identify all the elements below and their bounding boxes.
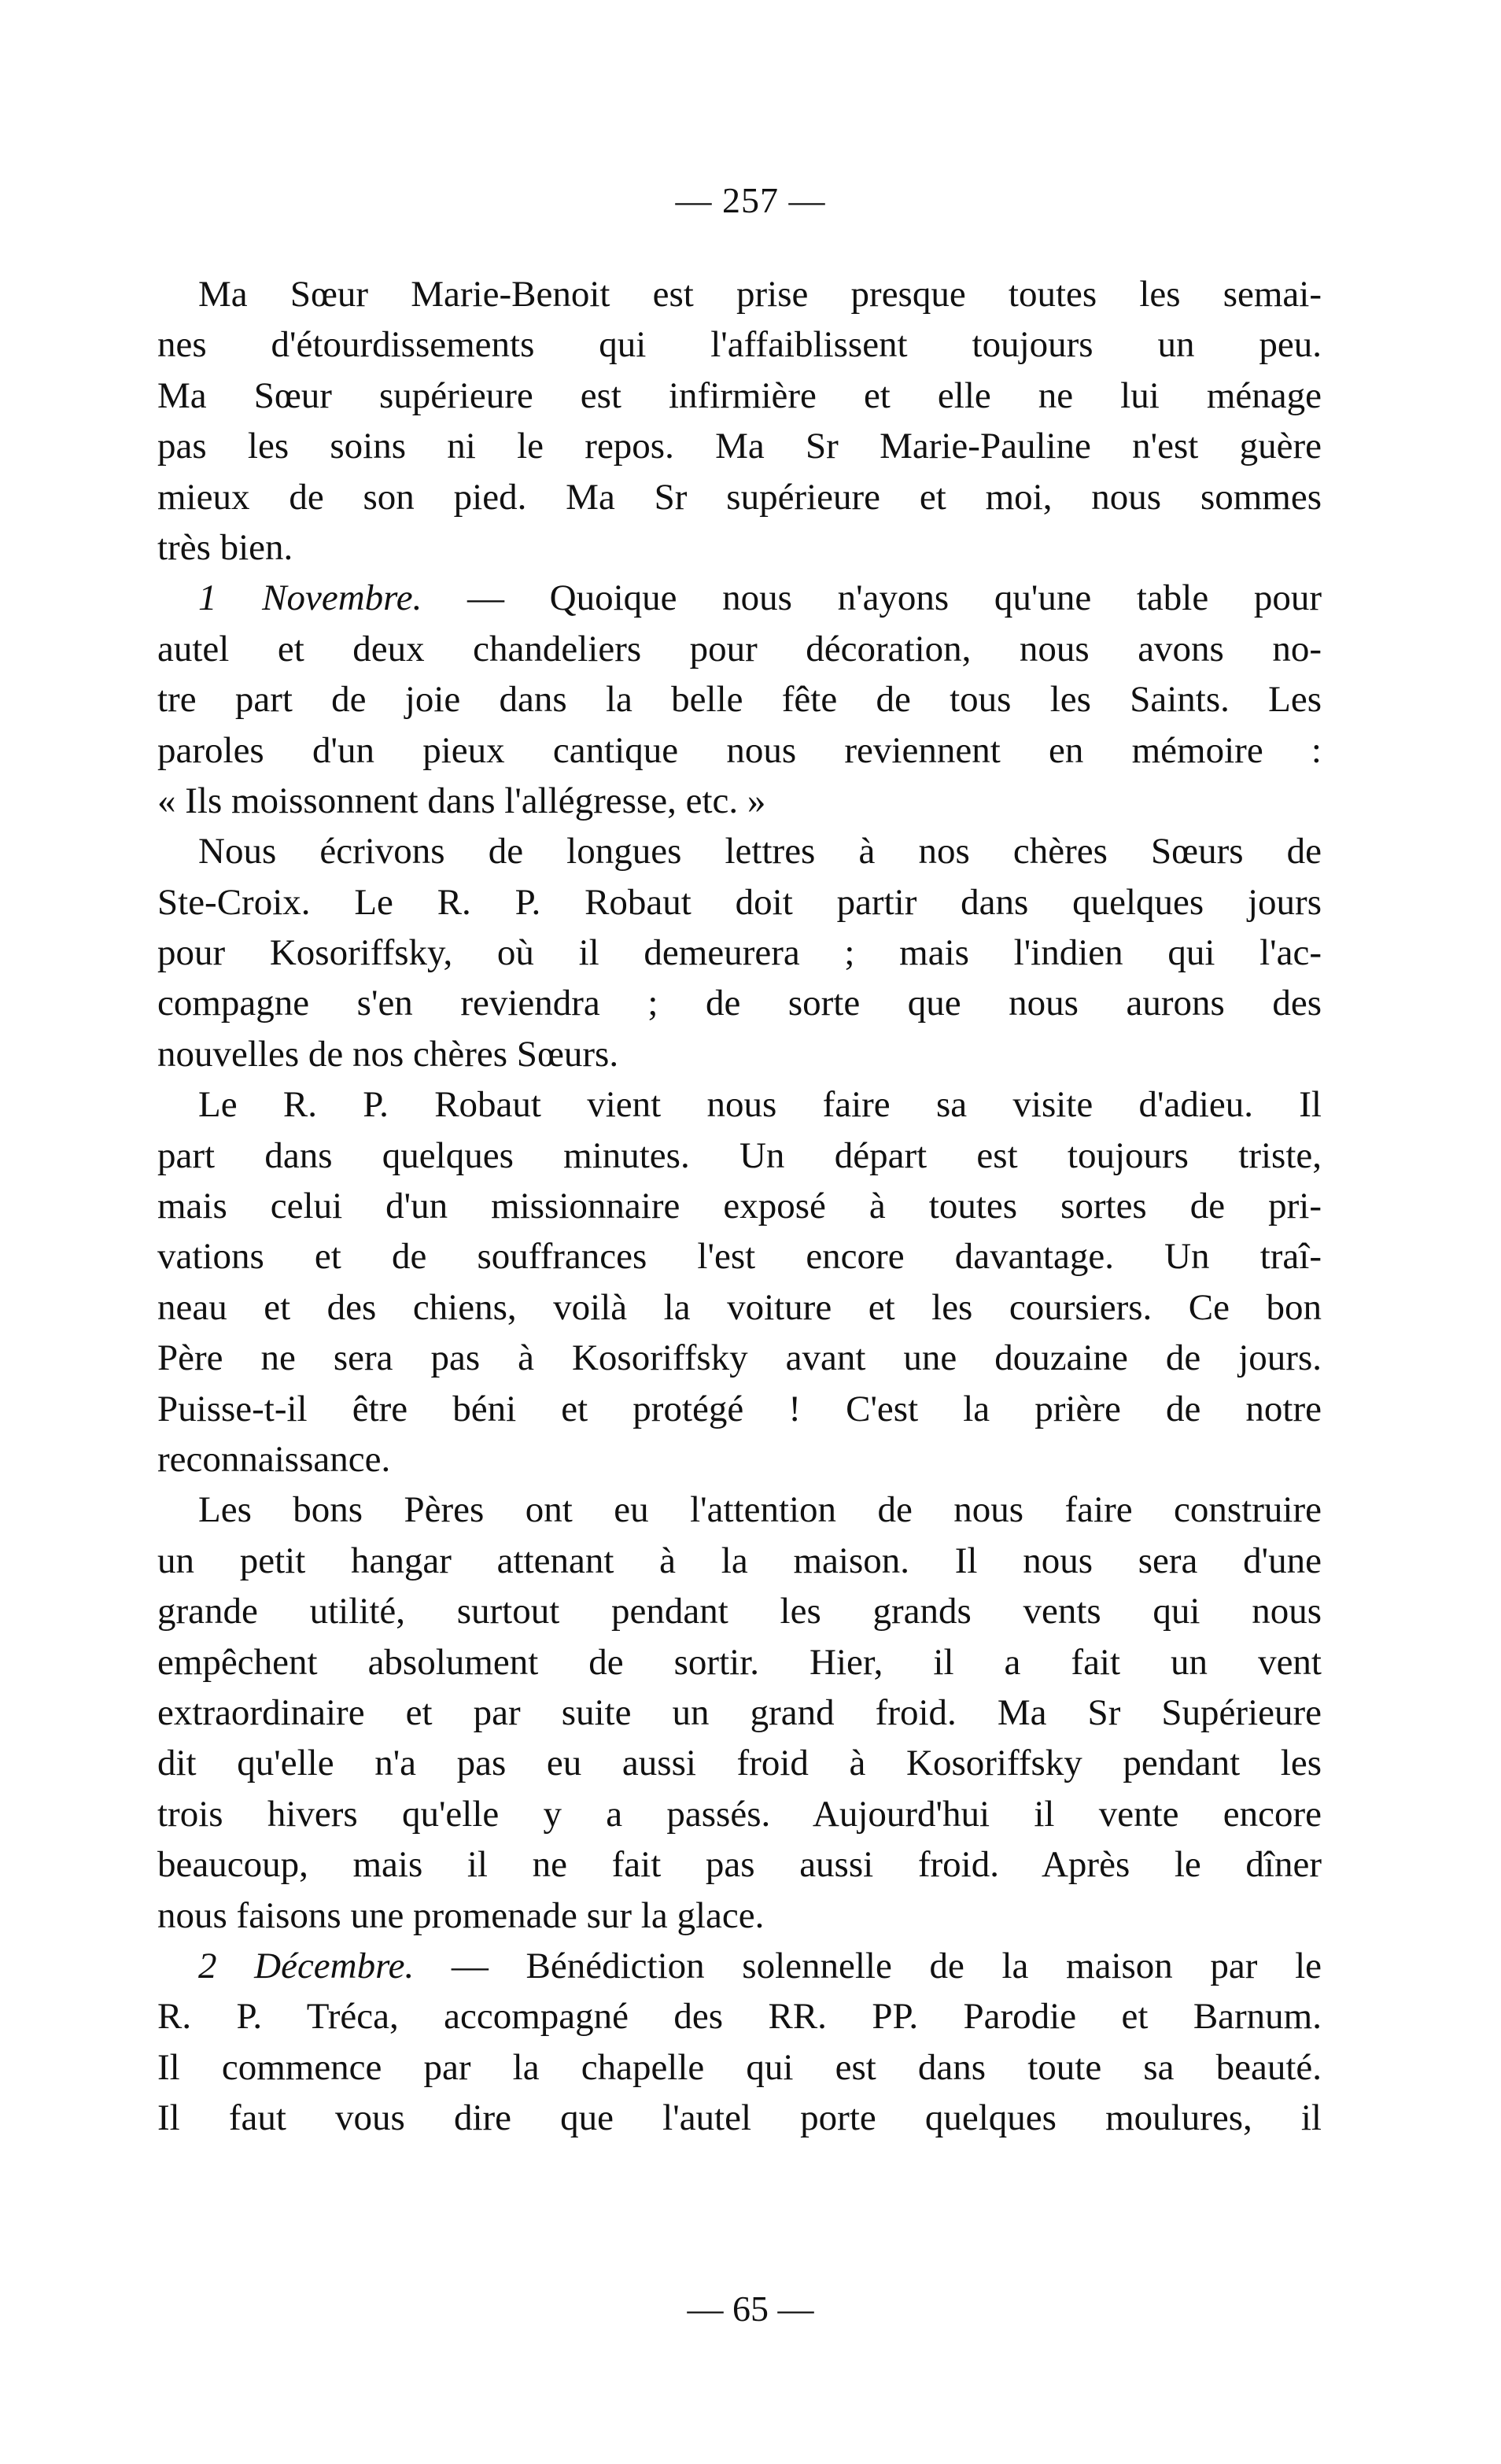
text-line: reconnaissance. bbox=[157, 1438, 391, 1480]
entry-text: — Bénédiction solennelle de la maison par le bbox=[414, 1945, 1322, 1986]
text-line bbox=[157, 1941, 1322, 1991]
text-line: empêchent absolument de sortir. Hier, il a fait un vent bbox=[157, 1641, 1322, 1683]
text-line: Le R. P. Robaut vient nous faire sa visite d'adieu. Il bbox=[198, 1084, 1322, 1126]
page-number: — 257 — bbox=[675, 180, 826, 220]
text-line: Il commence par la chapelle qui est dans toute sa beauté. bbox=[157, 2046, 1322, 2088]
text-line: part dans quelques minutes. Un départ est toujours triste, bbox=[157, 1134, 1322, 1176]
text-line: autel et deux chandeliers pour décoration, nous avons no- bbox=[157, 628, 1322, 669]
text-line: Ste-Croix. Le R. P. Robaut doit partir dans quelques jours bbox=[157, 881, 1322, 923]
text-line bbox=[157, 573, 1322, 623]
text-line: Puisse-t-il être béni et protégé ! C'est la prière de notre bbox=[157, 1388, 1322, 1429]
text-line: grande utilité, surtout pendant les grands vents qui nous bbox=[157, 1591, 1322, 1632]
text-line: nous faisons une promenade sur la glace. bbox=[157, 1894, 765, 1936]
text-line: vations et de souffrances l'est encore davantage. Un traî- bbox=[157, 1236, 1322, 1278]
text-line: compagne s'en reviendra ; de sorte que nous aurons des bbox=[157, 983, 1322, 1024]
text-line: Ma Sœur supérieure est infirmière et elle ne lui ménage bbox=[157, 374, 1322, 416]
text-line: paroles d'un pieux cantique nous reviennent en mémoire : bbox=[157, 729, 1322, 771]
text-line: dit qu'elle n'a pas eu aussi froid à Kosoriffsky pendant les bbox=[157, 1743, 1322, 1784]
text-line: « Ils moissonnent dans l'allégresse, etc. » bbox=[157, 780, 766, 821]
text-line: R. P. Tréca, accompagné des RR. PP. Parodie et Barnum. bbox=[157, 1996, 1322, 2038]
text-line: très bien. bbox=[157, 526, 293, 568]
text-line: pas les soins ni le repos. Ma Sr Marie-Pauline n'est guère bbox=[157, 426, 1322, 467]
text-line: nouvelles de nos chères Sœurs. bbox=[157, 1033, 619, 1075]
text-line: Il faut vous dire que l'autel porte quelques moulures, il bbox=[157, 2097, 1322, 2139]
entry-text: — Quoique nous n'ayons qu'une table pour bbox=[422, 577, 1322, 619]
text-line: nes d'étourdissements qui l'affaiblissent toujours un peu. bbox=[157, 324, 1322, 366]
signature-mark: — 65 — bbox=[687, 2289, 814, 2329]
text-line: extraordinaire et par suite un grand froid. Ma Sr Supérieure bbox=[157, 1691, 1322, 1733]
text-line: trois hivers qu'elle y a passés. Aujourd'hui il vente encore bbox=[157, 1793, 1322, 1835]
text-line: un petit hangar attenant à la maison. Il nous sera d'une bbox=[157, 1540, 1322, 1581]
body-text bbox=[157, 269, 1322, 2143]
text-line: Ma Sœur Marie-Benoit est prise presque toutes les semai- bbox=[198, 274, 1322, 315]
text-line: mieux de son pied. Ma Sr supérieure et moi, nous sommes bbox=[157, 476, 1322, 518]
text-line: Père ne sera pas à Kosoriffsky avant une douzaine de jours. bbox=[157, 1337, 1322, 1379]
entry-date: 1 Novembre. bbox=[198, 577, 422, 619]
text-line: mais celui d'un missionnaire exposé à toutes sortes de pri- bbox=[157, 1186, 1322, 1227]
text-line: tre part de joie dans la belle fête de tous les Saints. Les bbox=[157, 679, 1322, 721]
text-line: Les bons Pères ont eu l'attention de nous faire construire bbox=[198, 1489, 1322, 1531]
text-line: neau et des chiens, voilà la voiture et les coursiers. Ce bon bbox=[157, 1286, 1322, 1328]
text-line: pour Kosoriffsky, où il demeurera ; mais l'indien qui l'ac- bbox=[157, 932, 1322, 974]
text-line: beaucoup, mais il ne fait pas aussi froid. Après le dîner bbox=[157, 1844, 1322, 1886]
text-line: Nous écrivons de longues lettres à nos chères Sœurs de bbox=[198, 831, 1322, 872]
entry-date: 2 Décembre. bbox=[198, 1945, 415, 1986]
